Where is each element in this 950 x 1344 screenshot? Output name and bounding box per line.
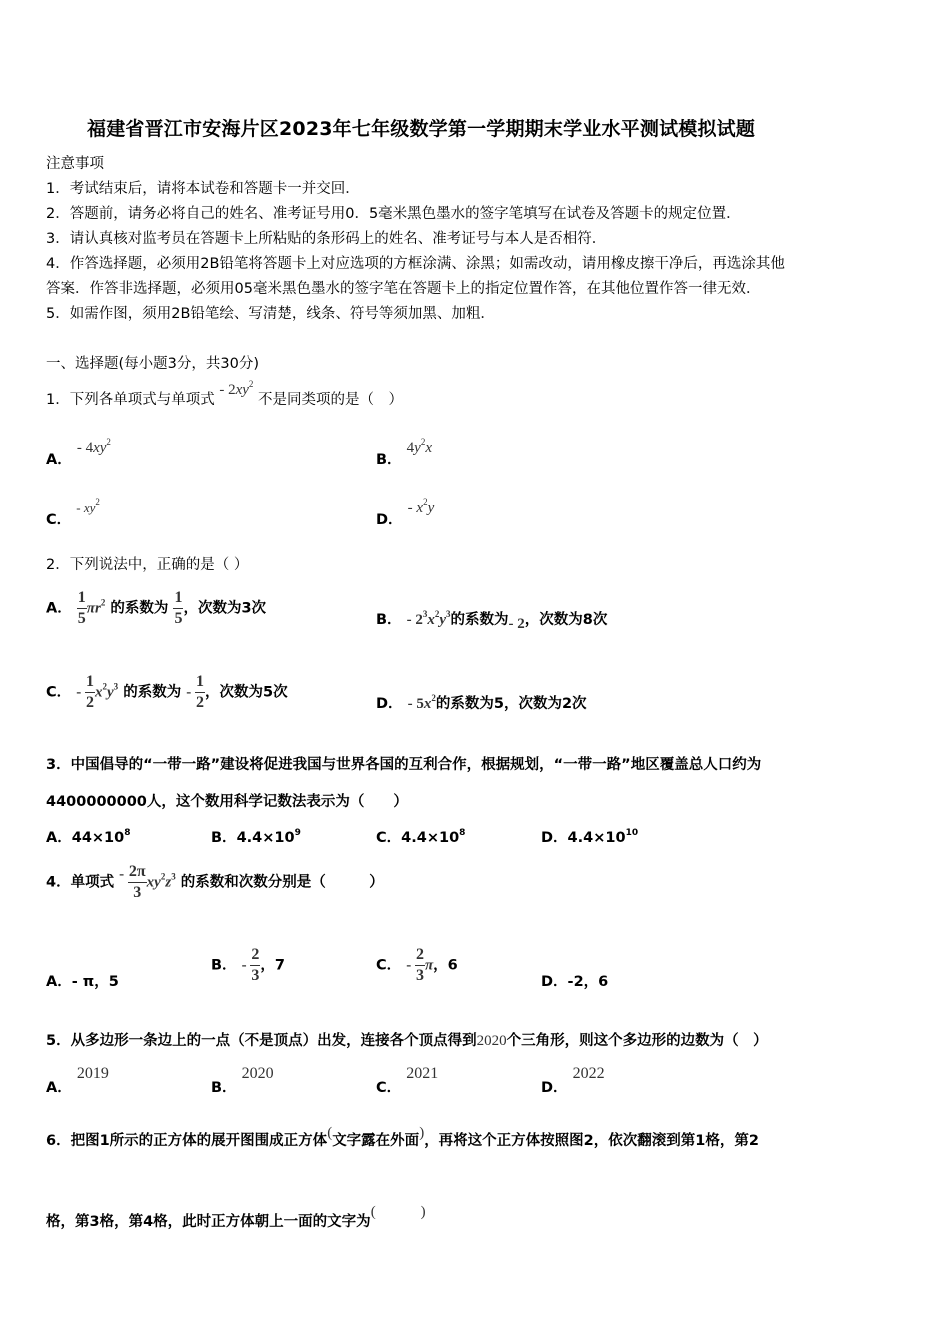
q1-expr-var: xy (235, 382, 249, 398)
q1-a-var: xy (93, 440, 107, 456)
notice-item: 4．作答选择题，必须用2B铅笔将答题卡上对应选项的方框涂满、涂黑；如需改动，请用橡皮擦干净后，再选涂其他 (46, 256, 785, 272)
q6-line1-a: 6．把图1所示的正方体的展开图围成正方体 (46, 1133, 328, 1149)
option-label: D． (376, 512, 403, 528)
q2-a-fraction: $\frac{1}{5}$ (77, 589, 86, 627)
q2-b-e1: 3 (422, 609, 428, 619)
q2-c-e1: 2 (102, 681, 107, 692)
q2-c-sign: - (76, 684, 85, 701)
q1-d-var1: x (416, 500, 424, 516)
q1-option-c (46, 497, 100, 529)
q2-b-e2: 2 (434, 609, 440, 619)
option-label: A． (46, 1080, 72, 1096)
q5-d-val: 2022 (572, 1065, 605, 1082)
q4-c-sign: - (406, 957, 415, 974)
option-label: D． (541, 1080, 568, 1096)
option-label: A． (46, 600, 72, 617)
q2-d-exp: 2 (431, 693, 436, 703)
question-4 (46, 862, 384, 903)
q2-d-tail: 的系数为5，次数为2次 (435, 696, 587, 712)
question-5 (46, 1029, 768, 1050)
q2-c-fraction: $\frac{1}{2}$ (85, 673, 94, 711)
notice-item: 3．请认真核对监考员在答题卡上所粘贴的条形码上的姓名、准考证号与本人是否相符． (46, 231, 607, 247)
question-3-line1: 3．中国倡导的“一带一路”建设将促进我国与世界各国的互利合作，根据规划，“一带一路”地区覆盖总人口约为 (46, 757, 762, 773)
q4-c-tail: ，6 (433, 957, 458, 974)
q1-a-exp: 2 (106, 437, 111, 447)
option-label: C． (46, 512, 72, 528)
q4-var2: z (165, 874, 172, 891)
q4-fraction: $\frac{2\pi}{3}$ (128, 863, 146, 901)
q4-b-sign: - (241, 957, 251, 974)
option-label: D． (376, 696, 403, 712)
q2-c-coef-fraction: $\frac{1}{2}$ (196, 673, 205, 711)
q5-stem-num: 2020 (476, 1033, 507, 1049)
q4-suffix: 的系数和次数分别是（ ） (180, 874, 384, 891)
q5-stem-b: 个三角形，则这个多边形的边数为（ ） (506, 1033, 768, 1049)
q1-b-exp: 2 (420, 437, 426, 447)
q2-c-x: x (94, 684, 103, 701)
q1-prefix: 1．下列各单项式与单项式 (46, 392, 215, 408)
q4-option-c (376, 945, 458, 986)
q1-c-exp: 2 (95, 497, 100, 507)
q1-d-coef: - (407, 500, 417, 516)
q1-option-b (376, 437, 432, 469)
q2-b-mid: 的系数为 (450, 612, 509, 628)
q3-b-val: 4.4×10 (236, 830, 295, 846)
q2-option-b (376, 608, 607, 633)
q4-option-d (541, 970, 608, 991)
notice-heading: 注意事项 (46, 156, 104, 172)
q4-e1: 2 (160, 871, 166, 882)
question-6-line2 (46, 1200, 426, 1231)
q2-a-tail: ，次数为3次 (183, 600, 267, 617)
q4-e2: 3 (171, 871, 176, 882)
q3-a-val: 44×10 (71, 830, 125, 846)
option-label: B． (376, 612, 402, 628)
q2-c-tail: ，次数为5次 (205, 684, 288, 701)
question-3-line2: 4400000000人，这个数用科学记数法表示为（ ） (46, 794, 408, 810)
option-label: D． (541, 830, 568, 846)
q1-b-var1: y (414, 440, 421, 456)
q3-option-c (376, 826, 465, 847)
q3-c-exp: 8 (459, 828, 466, 838)
q4-c-pi: π (424, 957, 434, 974)
question-2-stem: 2．下列说法中，正确的是（ ） (46, 557, 249, 573)
section-heading: 一、选择题(每小题3分，共30分) (46, 356, 259, 372)
q2-option-c (46, 672, 288, 713)
option-label: B． (211, 957, 237, 974)
option-label: D． (541, 974, 568, 990)
q4-option-a (46, 970, 119, 991)
q2-b-tail: ，次数为8次 (524, 612, 608, 628)
q3-d-exp: 10 (625, 828, 639, 838)
q6-answer-blank: ( ) (370, 1204, 426, 1220)
q5-b-val: 2020 (241, 1065, 274, 1082)
q1-a-coef: - 4 (76, 440, 94, 456)
q2-d-coef: - 5 (407, 696, 424, 712)
q2-a-mid: 的系数为 (110, 600, 169, 617)
q6-line1-b: 文字露在外面 (332, 1133, 420, 1149)
q4-b-fraction: $\frac{2}{3}$ (251, 946, 260, 984)
notice-item: 5．如需作图，须用2B铅笔绘、写清楚，线条、符号等须加黑、加粗． (46, 306, 495, 322)
q4-a-text: - π，5 (71, 974, 119, 990)
option-label: B． (376, 452, 402, 468)
question-6-line1 (46, 1125, 759, 1150)
option-label: C． (376, 1080, 402, 1096)
option-label: C． (376, 830, 402, 846)
q5-option-b (211, 1063, 274, 1097)
q5-a-val: 2019 (76, 1065, 109, 1082)
question-1 (46, 379, 403, 409)
q2-b-base: - 2 (406, 612, 423, 628)
q5-stem-a: 5．从多边形一条边上的一点（不是顶点）出发，连接各个顶点得到 (46, 1033, 477, 1049)
q5-option-c (376, 1063, 438, 1097)
page-title: 福建省晋江市安海片区2023年七年级数学第一学期期末学业水平测试模拟试题 (87, 118, 756, 140)
q2-option-d (376, 692, 587, 713)
q2-c-sign2: - (186, 684, 196, 701)
q3-c-val: 4.4×10 (401, 830, 460, 846)
q2-b-x: x (427, 612, 435, 628)
option-label: C． (46, 684, 72, 701)
q6-paren-close: ) (419, 1125, 425, 1141)
q1-option-a (46, 437, 111, 469)
q2-option-a (46, 588, 266, 629)
q3-option-a (46, 826, 131, 847)
q1-b-coef: 4 (406, 440, 415, 456)
q1-b-var2: x (425, 440, 432, 456)
q2-a-coef-fraction: $\frac{1}{5}$ (174, 589, 183, 627)
q4-b-tail: ，7 (260, 957, 285, 974)
q3-option-d (541, 826, 638, 847)
q6-paren-open: ( (327, 1125, 333, 1141)
q4-prefix: 4．单项式 (46, 874, 115, 891)
q2-c-y: y (106, 684, 114, 701)
q5-option-a (46, 1063, 109, 1097)
q2-b-coef: - 2 (508, 616, 525, 632)
q3-a-exp: 8 (124, 828, 131, 838)
q1-suffix: 不是同类项的是（ ） (258, 392, 404, 408)
option-label: C． (376, 957, 402, 974)
q3-b-exp: 9 (294, 828, 301, 838)
q4-sign: - (119, 866, 128, 883)
q3-d-val: 4.4×10 (567, 830, 626, 846)
q1-expr-exp: 2 (248, 379, 254, 389)
q1-c-coef: - (76, 500, 84, 515)
q2-b-e3: 3 (446, 609, 451, 619)
option-label: A． (46, 974, 72, 990)
option-label: A． (46, 452, 72, 468)
option-label: A． (46, 830, 72, 846)
q2-d-x: x (423, 696, 432, 712)
q4-d-text: -2，6 (567, 974, 609, 990)
q1-c-var: xy (83, 500, 96, 515)
q5-option-d (541, 1063, 605, 1097)
q2-a-var: πr (86, 600, 101, 617)
q1-option-d (376, 497, 434, 529)
q2-a-exp: 2 (100, 597, 106, 608)
q4-var1: xy (146, 874, 161, 891)
q4-c-fraction: $\frac{2}{3}$ (415, 946, 424, 984)
q1-expr-coef: - 2 (219, 382, 236, 398)
q3-option-b (211, 826, 301, 847)
option-label: B． (211, 1080, 237, 1096)
q6-line1-c: ，再将这个正方体按照图2，依次翻滚到第1格，第2 (424, 1133, 759, 1149)
q2-c-mid: 的系数为 (123, 684, 182, 701)
q2-c-e2: 3 (113, 681, 119, 692)
option-label: B． (211, 830, 237, 846)
q5-c-val: 2021 (406, 1065, 439, 1082)
q2-b-y: y (439, 612, 447, 628)
q4-option-b (211, 945, 285, 986)
q1-d-exp: 2 (423, 497, 428, 507)
q1-d-var2: y (427, 500, 435, 516)
notice-item: 1．考试结束后，请将本试卷和答题卡一并交回． (46, 181, 360, 197)
q6-line2: 格，第3格，第4格，此时正方体朝上一面的文字为 (46, 1214, 371, 1230)
notice-item: 2．答题前，请务必将自己的姓名、准考证号用0．5毫米黑色墨水的签字笔填写在试卷及答题卡的规定位置． (46, 206, 741, 222)
notice-item: 答案．作答非选择题，必须用05毫米黑色墨水的签字笔在答题卡上的指定位置作答，在其他位置作答一律无效． (46, 281, 761, 297)
